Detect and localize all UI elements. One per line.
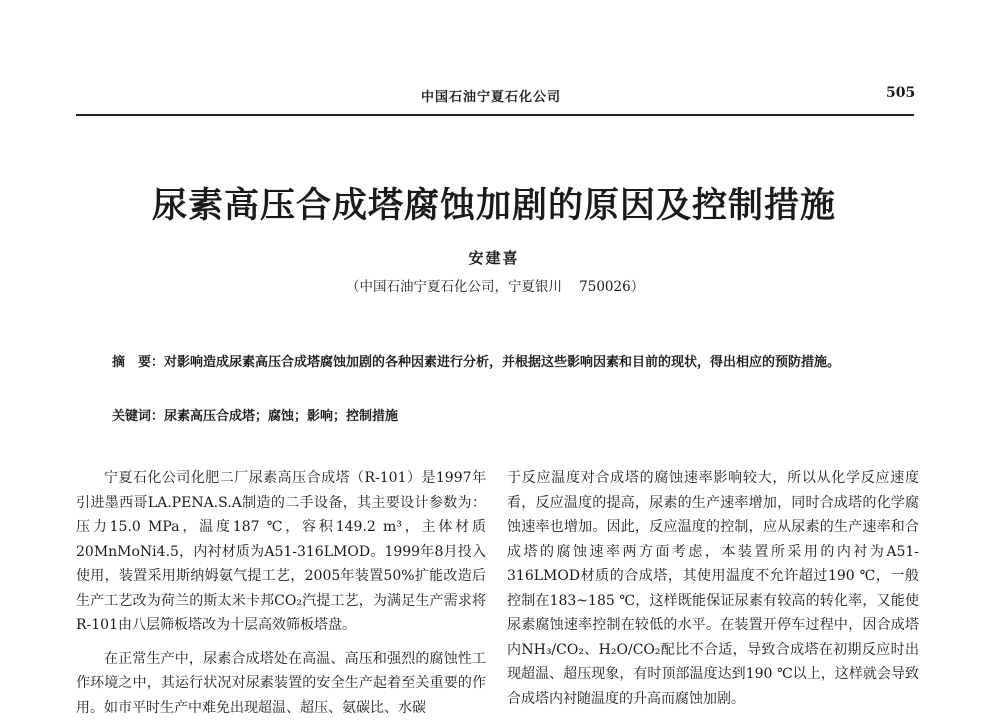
body-paragraph: 在正常生产中，尿素合成塔处在高温、高压和强烈的腐蚀性工作环境之中，其运行状况对尿素装置的安全生产起着至关重要的作用。如市平时生产中难免出现超温、超压、氨碳比、水碳 bbox=[76, 647, 486, 720]
keywords bbox=[112, 403, 892, 430]
abstract bbox=[112, 349, 892, 376]
body-column-left bbox=[76, 466, 486, 720]
abstract-label: 摘 要： bbox=[112, 355, 164, 370]
body-paragraph: 于反应温度对合成塔的腐蚀速率影响较大，所以从化学反应速度看，反应温度的提高，尿素的生产速率增加，同时合成塔的化学腐蚀速率也增加。因此，反应温度的控制，应从尿素的生产速率和合成塔的腐蚀速率两方面考虑，本装置所采用的内衬为A51-316LMOD材质的合成塔，其使用温度不允许超过190 ℃，一般控制在183~185 ℃，这样既能保证尿素有较高的转化率，又能使尿素腐蚀速率控制在较低的水平。在装置开停车过程中，因合成塔内NH₃/CO₂、H₂O/CO₂配比不合适，导致合成塔在初期反应时出现超温、超压现象，有时顶部温度达到190 ℃以上，这样就会导致合成塔内衬随温度的升高而腐蚀加剧。 bbox=[507, 466, 919, 711]
header-rule bbox=[76, 114, 914, 116]
paper-title: 尿素高压合成塔腐蚀加剧的原因及控制措施 bbox=[0, 178, 988, 228]
keywords-text: 尿素高压合成塔；腐蚀；影响；控制措施 bbox=[164, 409, 398, 424]
abstract-text: 对影响造成尿素高压合成塔腐蚀加剧的各种因素进行分析，并根据这些影响因素和目前的现状，得出相应的预防措施。 bbox=[164, 355, 840, 370]
body-paragraph: 宁夏石化公司化肥二厂尿素高压合成塔（R-101）是1997年引进墨西哥LA.PENA.S.A制造的二手设备，其主要设计参数为：压力15.0 MPa，温度187 ℃，容积149.2 m³，主体材质20MnMoNi4.5，内衬材质为A51-316LMOD。1999年8月投入使用，装置采用斯纳姆氨气提工艺，2005年装置50%扩能改造后生产工艺改为荷兰的斯太米卡邦CO₂汽提工艺，为满足生产需求将R-101由八层筛板塔改为十层高效筛板塔盘。 bbox=[76, 466, 486, 638]
page-number: 505 bbox=[886, 85, 915, 101]
keywords-label: 关键词： bbox=[112, 409, 164, 424]
author-name: 安建喜 bbox=[0, 247, 988, 268]
running-header-journal: 中国石油宁夏石化公司 bbox=[421, 86, 561, 105]
body-column-right bbox=[507, 466, 919, 711]
author-affiliation: （中国石油宁夏石化公司，宁夏银川 750026） bbox=[346, 275, 644, 295]
